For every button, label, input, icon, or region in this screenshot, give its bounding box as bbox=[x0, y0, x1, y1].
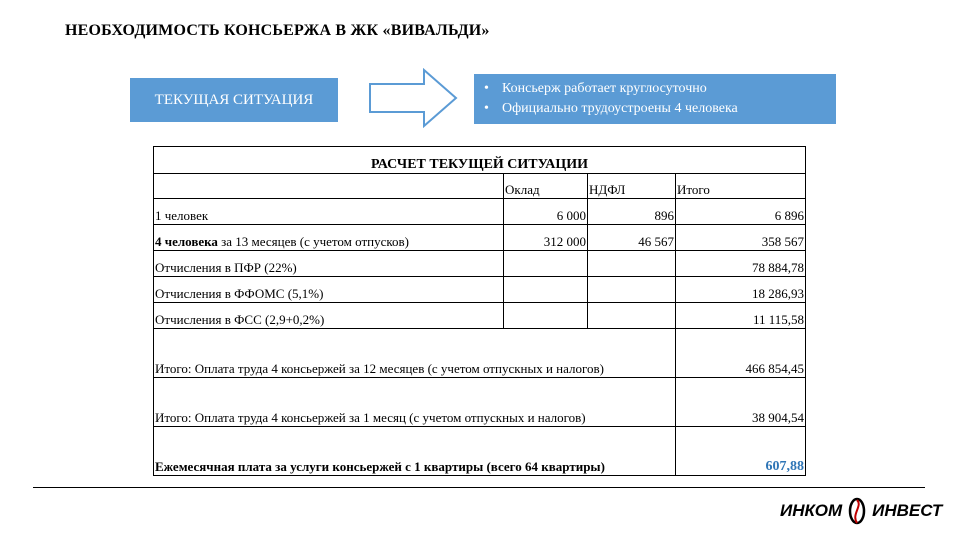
bullet-text: Официально трудоустроены 4 человека bbox=[502, 101, 738, 116]
logo-mark-icon bbox=[846, 496, 868, 526]
row-label: Ежемесячная плата за услуги консьержей с 1 квартиры (всего 64 квартиры) bbox=[154, 427, 676, 476]
cell-salary: 312 000 bbox=[504, 225, 588, 251]
table-row bbox=[154, 303, 806, 329]
current-situation-box bbox=[130, 78, 338, 122]
row-label: Итого: Оплата труда 4 консьержей за 12 месяцев (с учетом отпускных и налогов) bbox=[154, 329, 676, 378]
table-row bbox=[154, 329, 806, 378]
cell-empty bbox=[504, 277, 588, 303]
cell-empty bbox=[588, 277, 676, 303]
footer-divider bbox=[33, 487, 925, 488]
cell-total: 6 896 bbox=[676, 199, 806, 225]
logo-text-left: ИНКОМ bbox=[780, 501, 843, 520]
cell-total: 38 904,54 bbox=[676, 378, 806, 427]
cell-ndfl: 896 bbox=[588, 199, 676, 225]
bullet-item bbox=[484, 99, 836, 119]
row-label: Отчисления в ПФР (22%) bbox=[154, 251, 504, 277]
cell-total: 466 854,45 bbox=[676, 329, 806, 378]
table-row bbox=[154, 225, 806, 251]
right-arrow-icon bbox=[368, 68, 458, 128]
cell-empty bbox=[588, 303, 676, 329]
row-label bbox=[154, 225, 504, 251]
cell-total: 78 884,78 bbox=[676, 251, 806, 277]
table-title: РАСЧЕТ ТЕКУЩЕЙ СИТУАЦИИ bbox=[154, 147, 806, 174]
row-label: 1 человек bbox=[154, 199, 504, 225]
table-header-empty bbox=[154, 174, 504, 199]
header-salary: Оклад bbox=[504, 174, 588, 199]
bullet-icon: • bbox=[484, 101, 489, 116]
row-label-bold: 4 человека bbox=[155, 234, 218, 249]
cell-total: 18 286,93 bbox=[676, 277, 806, 303]
current-situation-label: ТЕКУЩАЯ СИТУАЦИЯ bbox=[154, 91, 314, 108]
cell-total: 358 567 bbox=[676, 225, 806, 251]
logo-text-right: ИНВЕСТ bbox=[872, 501, 943, 520]
header-total: Итого bbox=[676, 174, 806, 199]
row-label: Отчисления в ФФОМС (5,1%) bbox=[154, 277, 504, 303]
table-row bbox=[154, 378, 806, 427]
cell-empty bbox=[588, 251, 676, 277]
table-row bbox=[154, 277, 806, 303]
cell-empty bbox=[504, 303, 588, 329]
row-label: Итого: Оплата труда 4 консьержей за 1 месяц (с учетом отпускных и налогов) bbox=[154, 378, 676, 427]
bullet-text: Консьерж работает круглосуточно bbox=[502, 81, 707, 96]
bullet-icon: • bbox=[484, 81, 489, 96]
slide-title: НЕОБХОДИМОСТЬ КОНСЬЕРЖА В ЖК «ВИВАЛЬДИ» bbox=[65, 22, 490, 39]
header-ndfl: НДФЛ bbox=[588, 174, 676, 199]
table-row bbox=[154, 199, 806, 225]
monthly-fee-value: 607,88 bbox=[676, 427, 806, 476]
bullet-box bbox=[474, 74, 836, 124]
cell-salary: 6 000 bbox=[504, 199, 588, 225]
table-row bbox=[154, 427, 806, 476]
bullet-item bbox=[484, 79, 836, 99]
row-label-rest: за 13 месяцев (с учетом отпусков) bbox=[217, 234, 410, 249]
row-label: Отчисления в ФСС (2,9+0,2%) bbox=[154, 303, 504, 329]
cell-total: 11 115,58 bbox=[676, 303, 806, 329]
cell-ndfl: 46 567 bbox=[588, 225, 676, 251]
cell-empty bbox=[504, 251, 588, 277]
company-logo bbox=[780, 496, 942, 526]
table-row bbox=[154, 251, 806, 277]
calculation-table bbox=[153, 146, 806, 476]
